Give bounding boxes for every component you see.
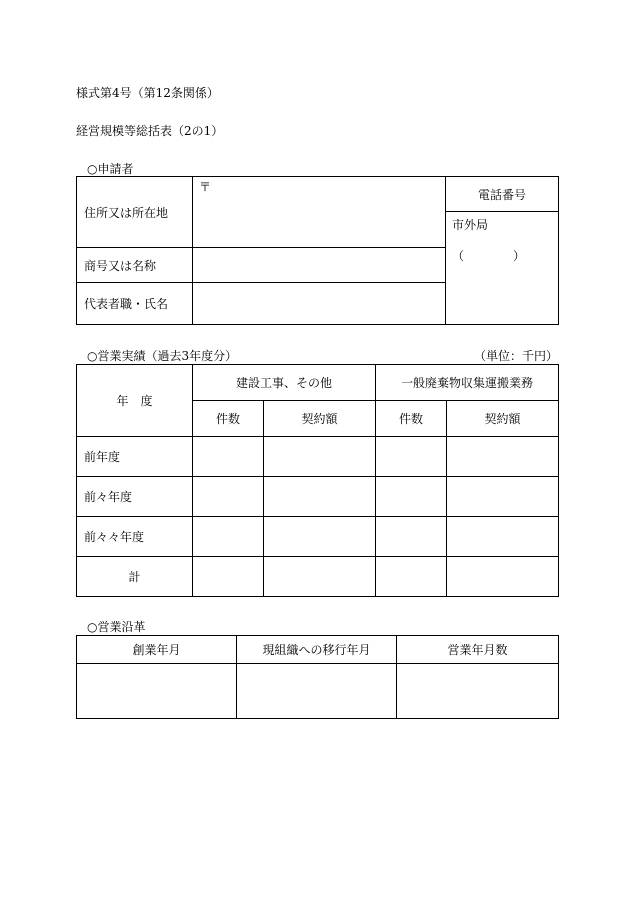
cell-input[interactable]	[447, 477, 559, 517]
history-heading: ○営業沿革	[87, 620, 146, 634]
history-table	[76, 635, 559, 719]
cell-input[interactable]	[264, 437, 376, 477]
cell-input[interactable]	[376, 477, 447, 517]
paren-close: ）	[513, 249, 526, 263]
construction-amount-header: 契約額	[264, 401, 376, 437]
col-years: 営業年月数	[397, 636, 559, 664]
representative-field[interactable]	[193, 283, 446, 325]
table-row	[77, 664, 559, 719]
group-waste: 一般廃棄物収集運搬業務	[376, 365, 559, 401]
postal-mark: 〒	[199, 180, 212, 194]
group-construction: 建設工事、その他	[193, 365, 376, 401]
table-row	[77, 437, 559, 477]
results-heading: ○営業実績（過去3年度分）	[87, 349, 238, 363]
address-label: 住所又は所在地	[77, 177, 193, 248]
cell-input[interactable]	[264, 517, 376, 557]
row-label-prev-year: 前年度	[77, 437, 193, 477]
paren-open: （	[452, 249, 465, 263]
row-label-total: 計	[77, 557, 193, 597]
cell-input[interactable]	[193, 517, 264, 557]
trade-name-label: 商号又は名称	[77, 248, 193, 283]
table-row	[77, 517, 559, 557]
form-number: 様式第4号（第12条関係）	[76, 86, 219, 100]
founded-field[interactable]	[77, 664, 237, 719]
cell-input[interactable]	[193, 557, 264, 597]
address-field[interactable]	[193, 177, 446, 248]
table-row	[77, 477, 559, 517]
construction-count-header: 件数	[193, 401, 264, 437]
cell-input[interactable]	[376, 517, 447, 557]
trade-name-field[interactable]	[193, 248, 446, 283]
table-row	[77, 557, 559, 597]
col-founded: 創業年月	[77, 636, 237, 664]
phone-header: 電話番号	[446, 177, 559, 212]
cell-input[interactable]	[447, 517, 559, 557]
year-header: 年 度	[77, 365, 193, 437]
col-transition: 現組織への移行年月	[237, 636, 397, 664]
years-field[interactable]	[397, 664, 559, 719]
transition-field[interactable]	[237, 664, 397, 719]
applicant-table	[76, 176, 559, 325]
cell-input[interactable]	[193, 437, 264, 477]
cell-input[interactable]	[447, 437, 559, 477]
phone-field[interactable]	[446, 212, 559, 325]
row-label-three-years-ago: 前々々年度	[77, 517, 193, 557]
applicant-heading: ○申請者	[87, 162, 134, 176]
unit-label: （単位：千円）	[473, 349, 558, 363]
form-title: 経営規模等総括表（2の1）	[76, 124, 224, 138]
cell-input[interactable]	[193, 477, 264, 517]
cell-input[interactable]	[447, 557, 559, 597]
waste-count-header: 件数	[376, 401, 447, 437]
cell-input[interactable]	[376, 437, 447, 477]
results-table	[76, 364, 559, 597]
area-code-label: 市外局	[452, 218, 489, 232]
cell-input[interactable]	[376, 557, 447, 597]
cell-input[interactable]	[264, 477, 376, 517]
row-label-two-years-ago: 前々年度	[77, 477, 193, 517]
representative-label: 代表者職・氏名	[77, 283, 193, 325]
cell-input[interactable]	[264, 557, 376, 597]
waste-amount-header: 契約額	[447, 401, 559, 437]
